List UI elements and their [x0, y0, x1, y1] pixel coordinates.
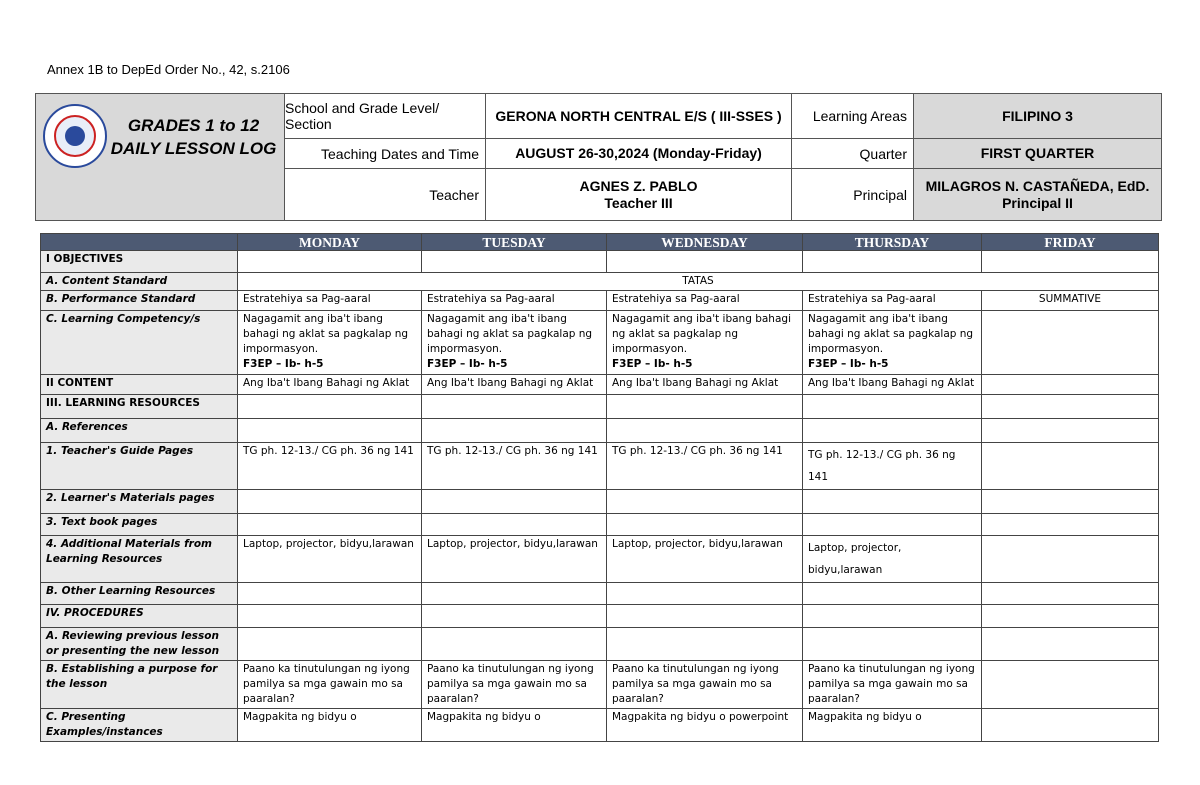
row-label-additional: 4. Additional Materials from Learning Resources — [41, 536, 238, 583]
row-label-content-standard: A. Content Standard — [41, 273, 238, 291]
annex-reference: Annex 1B to DepEd Order No., 42, s.2106 — [47, 62, 290, 77]
purpose-cell: Paano ka tinutulungan ng iyong pamilya sa mga gawain mo sa paaralan? — [803, 661, 982, 709]
school-label: School and Grade Level/ Section — [284, 94, 485, 139]
purpose-cell: Paano ka tinutulungan ng iyong pamilya sa mga gawain mo sa paaralan? — [607, 661, 803, 709]
performance-cell: Estratehiya sa Pag-aaral — [422, 291, 607, 311]
area-label: Learning Areas — [791, 94, 913, 139]
competency-cell: Nagagamit ang iba't ibang bahagi ng aklat sa pagkalap ng impormasyon. F3EP – Ib- h-5 — [238, 311, 422, 375]
row-label-lm-pages: 2. Learner's Materials pages — [41, 490, 238, 514]
title-line-2: DAILY LESSON LOG — [110, 139, 277, 158]
dates-label: Teaching Dates and Time — [284, 139, 485, 169]
header-table — [35, 93, 1162, 221]
row-label-textbook: 3. Text book pages — [41, 514, 238, 536]
additional-cell: Laptop, projector, bidyu,larawan — [238, 536, 422, 583]
row-label-other: B. Other Learning Resources — [41, 583, 238, 605]
tg-cell: TG ph. 12-13./ CG ph. 36 ng 141 — [238, 443, 422, 490]
performance-cell: Estratehiya sa Pag-aaral — [607, 291, 803, 311]
row-label-presenting: C. Presenting Examples/instances — [41, 709, 238, 742]
principal-label: Principal — [791, 169, 913, 220]
table-row — [41, 395, 1159, 419]
row-label-content: II CONTENT — [41, 375, 238, 395]
competency-cell: Nagagamit ang iba't ibang bahagi ng aklat sa pagkalap ng impormasyon. F3EP – Ib- h-5 — [803, 311, 982, 375]
purpose-cell: Paano ka tinutulungan ng iyong pamilya sa mga gawain mo sa paaralan? — [422, 661, 607, 709]
presenting-cell: Magpakita ng bidyu o — [803, 709, 982, 742]
day-wednesday: WEDNESDAY — [607, 234, 803, 251]
row-label-resources: III. LEARNING RESOURCES — [41, 395, 238, 419]
table-row — [41, 661, 1159, 709]
table-row — [41, 605, 1159, 628]
quarter-label: Quarter — [791, 139, 913, 169]
table-row — [41, 251, 1159, 273]
day-thursday: THURSDAY — [803, 234, 982, 251]
day-friday: FRIDAY — [982, 234, 1159, 251]
title-line-1: GRADES 1 to 12 — [127, 116, 260, 135]
header-blank — [41, 234, 238, 251]
presenting-cell: Magpakita ng bidyu o — [422, 709, 607, 742]
tg-cell: TG ph. 12-13./ CG ph. 36 ng 141 — [607, 443, 803, 490]
presenting-cell: Magpakita ng bidyu o — [238, 709, 422, 742]
table-row — [41, 709, 1159, 742]
content-cell: Ang Iba't Ibang Bahagi ng Aklat — [607, 375, 803, 395]
table-row — [41, 375, 1159, 395]
performance-cell: Estratehiya sa Pag-aaral — [803, 291, 982, 311]
table-row — [41, 583, 1159, 605]
additional-cell: Laptop, projector, bidyu,larawan — [607, 536, 803, 583]
purpose-cell: Paano ka tinutulungan ng iyong pamilya sa mga gawain mo sa paaralan? — [238, 661, 422, 709]
day-monday: MONDAY — [238, 234, 422, 251]
presenting-cell: Magpakita ng bidyu o powerpoint — [607, 709, 803, 742]
competency-cell: Nagagamit ang iba't ibang bahagi ng aklat sa pagkalap ng impormasyon. F3EP – Ib- h-5 — [422, 311, 607, 375]
table-row — [41, 273, 1159, 291]
table-row — [41, 311, 1159, 375]
table-row — [41, 490, 1159, 514]
deped-seal-icon — [43, 104, 107, 168]
row-label-performance-standard: B. Performance Standard — [41, 291, 238, 311]
row-label-tg-pages: 1. Teacher's Guide Pages — [41, 443, 238, 490]
table-row — [41, 443, 1159, 490]
table-row — [41, 419, 1159, 443]
teacher-value: AGNES Z. PABLO Teacher III — [485, 169, 791, 220]
row-label-procedures: IV. PROCEDURES — [41, 605, 238, 628]
area-value: FILIPINO 3 — [913, 94, 1161, 139]
log-title — [106, 114, 281, 160]
tg-cell: TG ph. 12-13./ CG ph. 36 ng 141 — [803, 443, 982, 490]
table-row — [41, 536, 1159, 583]
row-label-objectives: I OBJECTIVES — [41, 251, 238, 273]
row-label-references: A. References — [41, 419, 238, 443]
school-value: GERONA NORTH CENTRAL E/S ( III-SSES ) — [485, 94, 791, 139]
table-row — [41, 628, 1159, 661]
additional-cell: Laptop, projector, bidyu,larawan — [422, 536, 607, 583]
teacher-label: Teacher — [284, 169, 485, 220]
competency-cell: Nagagamit ang iba't ibang bahagi ng aklat sa pagkalap ng impormasyon. F3EP – Ib- h-5 — [607, 311, 803, 375]
principal-value: MILAGROS N. CASTAÑEDA, EdD. Principal II — [913, 169, 1161, 220]
lesson-log-table — [40, 233, 1159, 742]
row-label-purpose: B. Establishing a purpose for the lesson — [41, 661, 238, 709]
dates-value: AUGUST 26-30,2024 (Monday-Friday) — [485, 139, 791, 169]
day-tuesday: TUESDAY — [422, 234, 607, 251]
table-row — [41, 291, 1159, 311]
row-label-reviewing: A. Reviewing previous lesson or presenting the new lesson — [41, 628, 238, 661]
table-row — [41, 514, 1159, 536]
content-cell: Ang Iba't Ibang Bahagi ng Aklat — [238, 375, 422, 395]
additional-cell: Laptop, projector, bidyu,larawan — [803, 536, 982, 583]
performance-cell: SUMMATIVE — [982, 291, 1159, 311]
content-cell: Ang Iba't Ibang Bahagi ng Aklat — [422, 375, 607, 395]
days-header-row — [41, 234, 1159, 251]
content-cell: Ang Iba't Ibang Bahagi ng Aklat — [803, 375, 982, 395]
tg-cell: TG ph. 12-13./ CG ph. 36 ng 141 — [422, 443, 607, 490]
row-label-competency: C. Learning Competency/s — [41, 311, 238, 375]
quarter-value: FIRST QUARTER — [913, 139, 1161, 169]
content-standard-value: TATAS — [238, 273, 1159, 291]
performance-cell: Estratehiya sa Pag-aaral — [238, 291, 422, 311]
